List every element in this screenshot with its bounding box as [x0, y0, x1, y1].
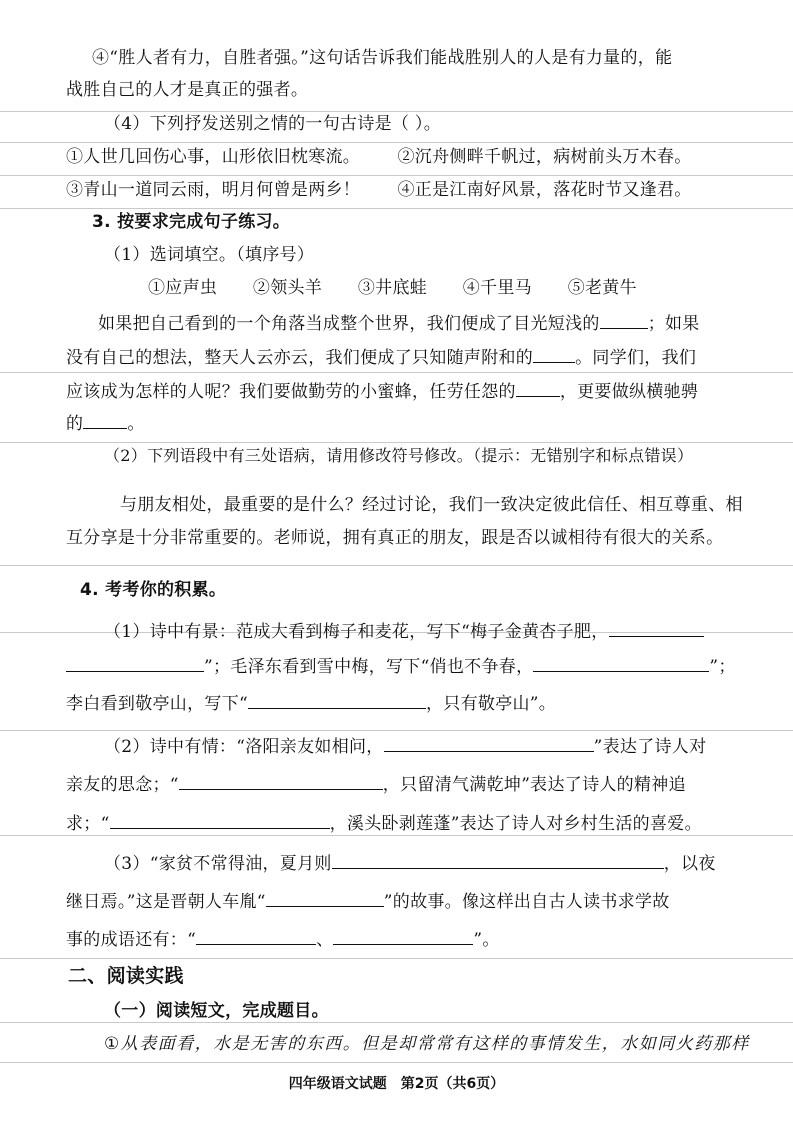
question-text: （2）诗中有情：“洛阳亲友如相问，: [104, 737, 384, 757]
divider: [0, 958, 793, 959]
poem-option-4: ④正是江南好风景，落花时节又逢君。: [397, 180, 692, 200]
answer-blank[interactable]: [333, 928, 473, 945]
question-4-4-title: （4）下列抒发送别之情的一句古诗是（ ）。: [104, 114, 442, 134]
question-text: 事的成语还有：“: [66, 930, 197, 950]
paragraph-text: ，更要做纵横驰骋: [559, 382, 699, 402]
part-2-title: 二、阅读实践: [68, 965, 184, 987]
answer-blank[interactable]: [332, 852, 664, 869]
idiom-story-line3: [66, 928, 721, 950]
divider: [0, 730, 793, 731]
divider: [0, 835, 793, 836]
reading-passage-line: ①从表面看，水是无害的东西。但是却常常有这样的事情发生，水如同火药那样: [104, 1034, 750, 1054]
fill-paragraph-line2: [66, 346, 721, 368]
divider: [0, 175, 793, 176]
question-text: ”；: [709, 657, 736, 677]
answer-blank[interactable]: [516, 380, 560, 397]
answer-blank[interactable]: [533, 655, 709, 672]
question-text: ，溪头卧剥莲蓬”表达了诗人对乡村生活的喜爱。: [329, 814, 702, 834]
answer-blank[interactable]: [66, 655, 204, 672]
poem-options-row2: [66, 180, 721, 200]
section-3-1-title: （1）选词填空。（填序号）: [104, 245, 315, 265]
question-text: 亲友的思念；“: [66, 775, 179, 795]
word-choice: ①应声虫: [148, 278, 218, 298]
paragraph-text: 。同学们，我们: [575, 348, 697, 368]
divider: [0, 1022, 793, 1023]
divider: [0, 1062, 793, 1063]
page-footer: 四年级语文试题 第2页（共6页）: [288, 1076, 505, 1092]
fill-paragraph-line4: [66, 412, 721, 434]
idiom-story-line2: [66, 890, 721, 912]
poem-feeling-line2: [66, 773, 721, 795]
poem-feeling-line3: [66, 812, 721, 834]
word-choice: ③井底蛙: [357, 278, 428, 298]
fill-paragraph-line1: [98, 312, 721, 334]
question-text: （1）诗中有景：范成大看到梅子和麦花，写下“梅子金黄杏子肥，: [104, 622, 609, 642]
poem-scene-line2: [66, 655, 736, 677]
answer-blank[interactable]: [110, 812, 330, 829]
question-text: ，只留清气满乾坤”表达了诗人的精神追: [382, 775, 686, 795]
answer-blank[interactable]: [533, 346, 575, 363]
divider: [0, 142, 793, 143]
section-4-title: 4. 考考你的积累。: [80, 580, 227, 600]
question-text: 、: [316, 930, 334, 950]
poem-scene-line1: [104, 620, 721, 642]
q4-statement-line2: 战胜自己的人才是真正的强者。: [66, 80, 309, 100]
question-text: ”。: [473, 930, 500, 950]
divider: [0, 442, 793, 443]
question-text: ，只有敬亭山”。: [426, 694, 557, 714]
answer-blank[interactable]: [179, 773, 383, 790]
question-text: 求；“: [66, 814, 110, 834]
paragraph-text: 的: [66, 414, 84, 434]
poem-option-2: ②沉舟侧畔千帆过，病树前头万木春。: [397, 147, 692, 167]
word-choice: ④千里马: [462, 278, 532, 298]
q4-statement-line1: ④“胜人者有力，自胜者强。”这句话告诉我们能战胜别人的人是有力量的，能: [92, 48, 673, 68]
section-3-2-title: （2）下列语段中有三处语病，请用修改符号修改。（提示：无错别字和标点错误）: [104, 446, 694, 465]
question-text: ，以夜: [663, 854, 716, 874]
divider: [0, 372, 793, 373]
divider: [0, 208, 793, 209]
poem-feeling-line1: [104, 735, 721, 757]
word-choice: ⑤老黄牛: [567, 278, 637, 298]
paragraph-text: 应该成为怎样的人呢？我们要做勤劳的小蜜蜂，任劳任怨的: [66, 382, 516, 402]
idiom-story-line1: [104, 852, 721, 874]
section-3-title: 3. 按要求完成句子练习。: [92, 212, 291, 232]
fill-paragraph-line3: [66, 380, 721, 402]
poem-scene-line3: [66, 692, 721, 714]
question-text: ”；毛泽东看到雪中梅，写下“俏也不争春，: [204, 657, 534, 677]
question-text: ”的故事。像这样出自古人读书求学故: [383, 892, 670, 912]
question-text: 李白看到敬亭山，写下“: [66, 694, 248, 714]
reading-1-title: （一）阅读短文，完成题目。: [104, 1001, 329, 1021]
answer-blank[interactable]: [248, 692, 426, 709]
paragraph-text: 。: [127, 414, 145, 434]
poem-option-1: ①人世几回伤心事，山形依旧枕寒流。: [66, 147, 361, 167]
word-choices: [148, 278, 721, 298]
question-text: （3）“家贫不常得油，夏月则: [104, 854, 332, 874]
poem-options-row1: [66, 147, 721, 167]
answer-blank[interactable]: [609, 620, 704, 637]
answer-blank[interactable]: [384, 735, 594, 752]
paragraph-text: 没有自己的想法，整天人云亦云，我们便成了只知随声附和的: [66, 348, 534, 368]
paragraph-text: ；如果: [647, 314, 700, 334]
error-paragraph-line2: 互分享是十分非常重要的。老师说，拥有真正的朋友，跟是否以诚相待有很大的关系。: [66, 528, 724, 548]
paragraph-text: 如果把自己看到的一个角落当成整个世界，我们便成了目光短浅的: [98, 314, 600, 334]
divider: [0, 111, 793, 112]
question-text: 继日焉。”这是晋朝人车胤“: [66, 892, 266, 912]
answer-blank[interactable]: [600, 312, 648, 329]
question-text: ”表达了诗人对: [593, 737, 707, 757]
divider: [0, 565, 793, 566]
answer-blank[interactable]: [196, 928, 316, 945]
error-paragraph-line1: 与朋友相处，最重要的是什么？经过讨论，我们一致决定彼此信任、相互尊重、相: [120, 495, 743, 515]
poem-option-3: ③青山一道同云雨，明月何曾是两乡！: [66, 180, 361, 200]
word-choice: ②领头羊: [252, 278, 323, 298]
answer-blank[interactable]: [83, 412, 127, 429]
answer-blank[interactable]: [266, 890, 384, 907]
